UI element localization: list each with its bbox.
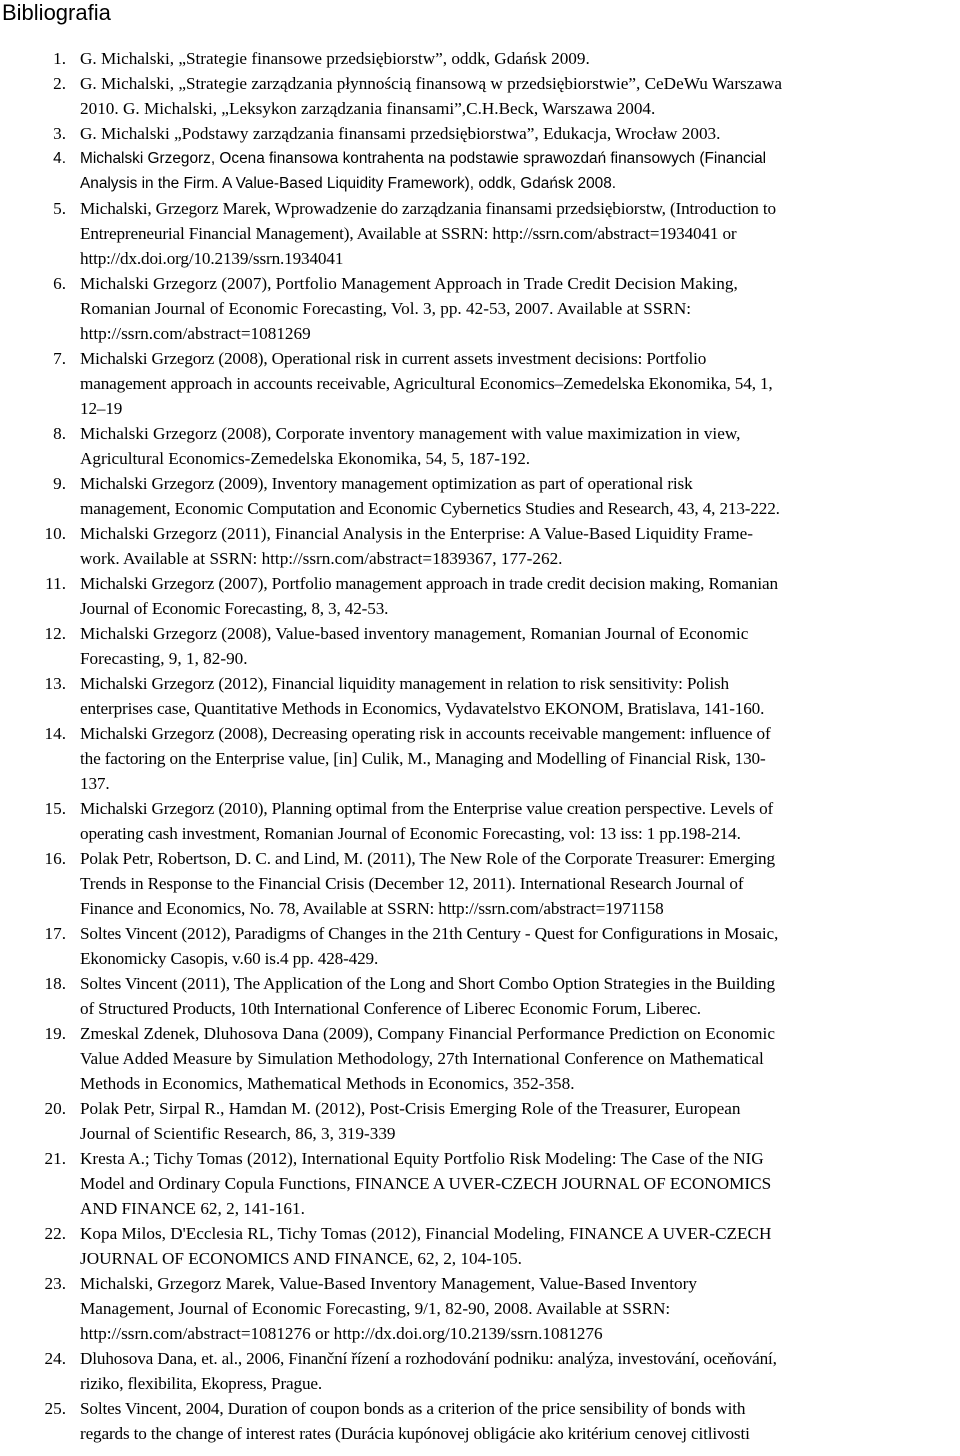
reference-line: Management, Journal of Economic Forecasting, 9/1, 82-90, 2008. Available at SSRN: [80,1299,671,1318]
reference-line: Michalski Grzegorz (2007), Portfolio Management Approach in Trade Credit Decision Making, [80,274,738,293]
reference-item [0,1021,960,1096]
reference-item [0,1271,960,1346]
reference-line: Michalski Grzegorz (2010), Planning optimal from the Enterprise value creation perspective. Levels of [80,799,774,818]
reference-number: 14. [44,724,66,743]
reference-line: enterprises case, Quantitative Methods in Economics, Vydavatelstvo EKONOM, Bratislava, 141-160. [80,699,765,718]
reference-item [0,721,960,796]
reference-item [0,471,960,521]
reference-number: 15. [44,799,66,818]
reference-line: Michalski Grzegorz (2008), Operational risk in current assets investment decisions: Portfolio [80,349,707,368]
reference-number: 21. [44,1149,66,1168]
reference-line: of Structured Products, 10th International Conference of Liberec Economic Forum, Liberec. [80,999,701,1018]
reference-item [0,1221,960,1271]
reference-item [0,271,960,346]
reference-number: 9. [53,474,66,493]
reference-number: 6. [53,274,66,293]
reference-line: Kopa Milos, D'Ecclesia RL, Tichy Tomas (2012), Financial Modeling, FINANCE A UVER-CZECH [80,1224,772,1243]
page-title: Bibliografia [2,0,111,25]
reference-item [0,421,960,471]
reference-number: 2. [53,74,66,93]
reference-line: Michalski Grzegorz (2012), Financial liquidity management in relation to risk sensitivity: Polish [80,674,729,693]
reference-line: Forecasting, 9, 1, 82-90. [80,649,248,668]
reference-line: Michalski Grzegorz, Ocena finansowa kontrahenta na podstawie sprawozdań finansowych (Financial [80,150,767,167]
reference-line: G. Michalski, „Strategie finansowe przedsiębiorstw”, oddk, Gdańsk 2009. [80,49,590,68]
reference-line: Entrepreneurial Financial Management), Available at SSRN: http://ssrn.com/abstract=1934041 or [80,224,737,243]
reference-line: Soltes Vincent (2011), The Application of the Long and Short Combo Option Strategies in the Building [80,974,775,993]
reference-number: 22. [44,1224,66,1243]
reference-line: the factoring on the Enterprise value, [in] Culik, M., Managing and Modelling of Financial Risk, 130- [80,749,766,768]
reference-line: http://ssrn.com/abstract=1081276 or http://dx.doi.org/10.2139/ssrn.1081276 [80,1324,603,1343]
reference-line: Michalski Grzegorz (2008), Corporate inventory management with value maximization in view, [80,424,741,443]
reference-line: 2010. G. Michalski, „Leksykon zarządzania finansami”,C.H.Beck, Warszawa 2004. [80,99,656,118]
reference-number: 10. [44,524,66,543]
reference-item [0,1346,960,1396]
reference-item [0,921,960,971]
reference-line: Romanian Journal of Economic Forecasting, Vol. 3, pp. 42-53, 2007. Available at SSRN: [80,299,692,318]
reference-line: Michalski, Grzegorz Marek, Value-Based Inventory Management, Value-Based Inventory [80,1274,697,1293]
reference-number: 16. [44,849,66,868]
reference-item [0,121,960,146]
reference-line: Kresta A.; Tichy Tomas (2012), International Equity Portfolio Risk Modeling: The Case of the NIG [80,1149,764,1168]
reference-item [0,796,960,846]
reference-line: Soltes Vincent, 2004, Duration of coupon bonds as a criterion of the price sensibility of bonds with [80,1399,746,1418]
reference-line: Analysis in the Firm. A Value-Based Liquidity Framework), oddk, Gdańsk 2008. [80,175,617,192]
reference-item [0,146,960,196]
reference-item [0,846,960,921]
reference-number: 3. [53,124,66,143]
reference-number: 7. [53,349,66,368]
reference-line: regards to the change of interest rates (Durácia kupónovej obligácie ako kritérium cenovej citlivosti [80,1424,750,1443]
reference-line: Model and Ordinary Copula Functions, FINANCE A UVER-CZECH JOURNAL OF ECONOMICS [80,1174,772,1193]
reference-line: Zmeskal Zdenek, Dluhosova Dana (2009), Company Financial Performance Prediction on Economic [80,1024,775,1043]
reference-line: Soltes Vincent (2012), Paradigms of Changes in the 21th Century - Quest for Configurations in Mosaic, [80,924,779,943]
reference-item [0,671,960,721]
reference-line: work. Available at SSRN: http://ssrn.com/abstract=1839367, 177-262. [80,549,563,568]
reference-number: 8. [53,424,66,443]
reference-number: 23. [44,1274,66,1293]
reference-line: http://ssrn.com/abstract=1081269 [80,324,311,343]
reference-item [0,521,960,571]
reference-line: Agricultural Economics-Zemedelska Ekonomika, 54, 5, 187-192. [80,449,531,468]
reference-item [0,1146,960,1221]
reference-line: 12–19 [80,399,123,418]
reference-line: Polak Petr, Sirpal R., Hamdan M. (2012), Post-Crisis Emerging Role of the Treasurer, European [80,1099,741,1118]
reference-line: AND FINANCE 62, 2, 141-161. [80,1199,305,1218]
reference-item [0,1096,960,1146]
reference-line: G. Michalski, „Strategie zarządzania płynnością finansową w przedsiębiorstwie”, CeDeWu Warszawa [80,74,783,93]
reference-line: Polak Petr, Robertson, D. C. and Lind, M. (2011), The New Role of the Corporate Treasurer: Emerging [80,849,775,868]
reference-line: Finance and Economics, No. 78, Available at SSRN: http://ssrn.com/abstract=1971158 [80,899,664,918]
reference-line: Journal of Economic Forecasting, 8, 3, 42-53. [80,599,389,618]
reference-line: Michalski Grzegorz (2008), Decreasing operating risk in accounts receivable mangement: influence of [80,724,771,743]
reference-item [0,346,960,421]
reference-item [0,1396,960,1446]
reference-item [0,46,960,71]
reference-line: Michalski Grzegorz (2009), Inventory management optimization as part of operational risk [80,474,693,493]
reference-item [0,621,960,671]
reference-number: 25. [44,1399,66,1418]
reference-line: Michalski Grzegorz (2008), Value-based inventory management, Romanian Journal of Economic [80,624,749,643]
reference-line: management, Economic Computation and Economic Cybernetics Studies and Research, 43, 4, 213-222. [80,499,780,518]
reference-number: 20. [44,1099,66,1118]
reference-line: Value Added Measure by Simulation Methodology, 27th International Conference on Mathematical [80,1049,764,1068]
reference-item [0,196,960,271]
reference-line: Michalski Grzegorz (2007), Portfolio management approach in trade credit decision making, Romanian [80,574,778,593]
reference-item [0,71,960,121]
reference-number: 13. [44,674,66,693]
reference-number: 1. [53,49,66,68]
reference-line: Trends in Response to the Financial Crisis (December 12, 2011). International Research Journal of [80,874,744,893]
reference-line: Michalski, Grzegorz Marek, Wprowadzenie do zarządzania finansami przedsiębiorstw, (Introduction to [80,199,776,218]
reference-line: Methods in Economics, Mathematical Methods in Economics, 352-358. [80,1074,575,1093]
reference-line: Ekonomicky Casopis, v.60 is.4 pp. 428-429. [80,949,379,968]
bibliography-list [0,46,960,1446]
reference-number: 11. [45,574,66,593]
reference-line: 137. [80,774,110,793]
reference-number: 4. [53,150,66,167]
reference-item [0,971,960,1021]
reference-line: Journal of Scientific Research, 86, 3, 319-339 [80,1124,396,1143]
reference-line: G. Michalski „Podstawy zarządzania finansami przedsiębiorstwa”, Edukacja, Wrocław 2003. [80,124,721,143]
reference-line: JOURNAL OF ECONOMICS AND FINANCE, 62, 2, 104-105. [80,1249,522,1268]
reference-number: 24. [44,1349,66,1368]
reference-line: Michalski Grzegorz (2011), Financial Analysis in the Enterprise: A Value-Based Liquidity Frame- [80,524,754,543]
reference-number: 18. [44,974,66,993]
reference-item [0,571,960,621]
reference-number: 17. [44,924,66,943]
reference-number: 5. [53,199,66,218]
reference-line: Dluhosova Dana, et. al., 2006, Finanční řízení a rozhodování podniku: analýza, investování, oceňování, [80,1349,777,1368]
reference-number: 12. [44,624,66,643]
reference-line: management approach in accounts receivable, Agricultural Economics–Zemedelska Ekonomika, 54, 1, [80,374,773,393]
reference-line: riziko, flexibilita, Ekopress, Prague. [80,1374,323,1393]
reference-number: 19. [44,1024,66,1043]
reference-line: operating cash investment, Romanian Journal of Economic Forecasting, vol: 13 iss: 1 pp.198-214. [80,824,741,843]
reference-line: http://dx.doi.org/10.2139/ssrn.1934041 [80,249,344,268]
